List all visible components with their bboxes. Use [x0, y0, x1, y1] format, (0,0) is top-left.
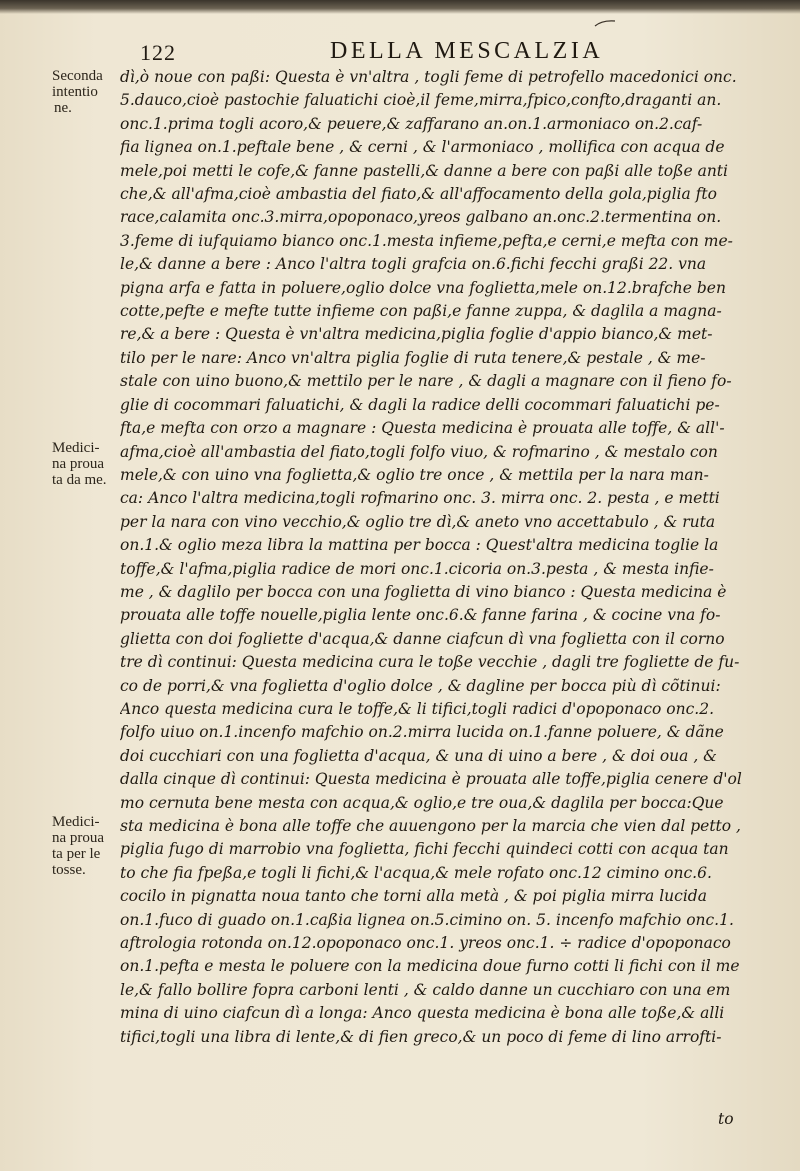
text-line: stale con uino buono,& mettilo per le nare , & dagli a magnare con il fieno fo- [120, 372, 732, 391]
text-line: tifici,togli una libra di lente,& di fien greco,& un poco di feme di lino arrofti- [120, 1027, 722, 1046]
page-header [0, 36, 800, 68]
text-line: le,& fallo bollire fopra carboni lenti , & caldo danne un cucchiaro con una em [120, 980, 731, 999]
text-line: re,& a bere : Questa è vn'altra medicina,piglia foglie d'appio bianco,& met- [120, 325, 713, 344]
text-line: ca: Anco l'altra medicina,togli rofmarino onc. 3. mirra onc. 2. pesta , e metti [120, 489, 720, 508]
text-line: Anco questa medicina cura le toffe,& li tifici,togli radici d'opoponaco onc.2. [120, 699, 714, 718]
text-line: 3.feme di iufquiamo bianco onc.1.mesta infieme,pefta,e cerni,e mefta con me- [120, 231, 733, 250]
margin-note-medicina-provata-da-me: Medici- na proua ta da me. [52, 440, 107, 488]
running-title: DELLA MESCALZIA [330, 38, 604, 64]
text-line: on.1.& oglio meza libra la mattina per bocca : Quest'altra medicina toglie la [120, 536, 719, 555]
text-line: cotte,pefte e mefte tutte infieme con paßi,e fanne zuppa, & daglila a magna- [120, 302, 722, 321]
pen-flourish-mark [594, 18, 616, 28]
margin-note-medicina-provata-per-le-tosse: Medici- na proua ta per le tosse. [52, 814, 105, 878]
text-line: sta medicina è bona alle toffe che auuengono per la marcia che vien dal petto , [120, 817, 741, 835]
text-line: toffe,& l'afma,piglia radice de mori onc.1.cicoria on.3.pesta , & mesta infie- [120, 559, 714, 578]
text-line: prouata alle toffe nouelle,piglia lente onc.6.& fanne farina , & cocine vna fo- [120, 606, 721, 625]
text-line: pigna arfa e fatta in poluere,oglio dolce vna foglietta,mele on.12.brafche ben [120, 278, 726, 297]
text-line: 5.dauco,cioè pastochie faluatichi cioè,il feme,mirra,fpico,confto,draganti an. [120, 91, 722, 110]
text-line: che,& all'afma,cioè ambastia del fiato,& all'affocamento della gola,piglia fto [120, 185, 717, 204]
text-line: per la nara con vino vecchio,& oglio tre dì,& aneto vno accettabulo , & ruta [120, 512, 716, 531]
text-line: folfo uiuo on.1.incenfo mafchio on.2.mirra lucida on.1.fanne poluere, & dãne [120, 723, 724, 742]
text-line: onc.1.prima togli acoro,& peuere,& zaffarano an.on.1.armoniaco on.2.caf- [120, 114, 703, 133]
text-line: aftrologia rotonda on.12.opoponaco onc.1. yreos onc.1. ÷ radice d'opoponaco [120, 934, 731, 953]
page-number: 122 [140, 40, 176, 65]
text-line: me , & daglilo per bocca con una foglietta di vino bianco : Questa medicina è [120, 582, 727, 601]
text-line: fta,e mefta con orzo a magnare : Questa medicina è prouata alle toffe, & all'- [120, 419, 725, 438]
text-line: co de porri,& vna foglietta d'oglio dolce , & dagline per bocca più dì cõtinui: [120, 676, 721, 695]
text-line: fia lignea on.1.peftale bene , & cerni , & l'armoniaco , mollifica con acqua de [120, 138, 725, 157]
text-line: race,calamita onc.3.mirra,opoponaco,yreos galbano an.onc.2.termentina on. [120, 208, 722, 227]
text-line: tre dì continui: Questa medicina cura le toße vecchie , dagli tre fogliette de fu- [120, 653, 740, 672]
text-line: mina di uino ciafcun dì a longa: Anco questa medicina è bona alle toße,& alli [120, 1004, 725, 1023]
text-line: glietta con doi fogliette d'acqua,& danne ciafcun dì vna foglietta con il corno [120, 629, 725, 648]
text-line: tilo per le nare: Anco vn'altra piglia foglie di ruta tenere,& pestale , & me- [120, 348, 706, 367]
text-line: mo cernuta bene mesta con acqua,& oglio,e tre oua,& daglila per bocca:Que [120, 793, 724, 812]
text-line: piglia fugo di marrobio vna foglietta, fichi fecchi quindeci cotti con acqua tan [120, 840, 729, 859]
catchword: to [718, 1110, 734, 1128]
text-line: on.1.fuco di guado on.1.caßia lignea on.5.cimino on. 5. incenfo mafchio onc.1. [120, 910, 734, 929]
margin-note-seconda-intentione: Seconda intentio ne. [52, 68, 103, 116]
text-line: on.1.pefta e mesta le poluere con la medicina doue furno cotti li fichi con il me [120, 957, 740, 976]
page-top-edge [0, 0, 800, 14]
text-line: to che fia fpeßa,e togli li fichi,& l'acqua,& mele rofato onc.12 cimino onc.6. [120, 863, 712, 882]
text-line: afma,cioè all'ambastia del fiato,togli folfo viuo, & rofmarino , & mestalo con [120, 442, 718, 461]
recipe-text-block [120, 66, 780, 1049]
text-line: mele,& con uino vna foglietta,& oglio tre once , & mettila per la nara man- [120, 465, 709, 484]
text-line: cocilo in pignatta noua tanto che torni alla metà , & poi piglia mirra lucida [120, 887, 707, 906]
text-line: glie di cocommari faluatichi, & dagli la radice delli cocommari faluatichi pe- [120, 395, 720, 414]
text-line: doi cucchiari con una foglietta d'acqua, & una di uino a bere , & doi oua , & [120, 746, 717, 765]
text-line: le,& danne a bere : Anco l'altra togli grafcia on.6.fichi fecchi graßi 22. vna [120, 255, 707, 274]
text-line: dì,ò noue con paßi: Questa è vn'altra , togli feme di petrofello macedonici onc. [120, 68, 737, 86]
text-line: mele,poi metti le cofe,& fanne pastelli,& danne a bere con paßi alle toße anti [120, 161, 728, 180]
text-line: dalla cinque dì continui: Questa medicina è prouata alle toffe,piglia cenere d'ol [120, 770, 742, 789]
